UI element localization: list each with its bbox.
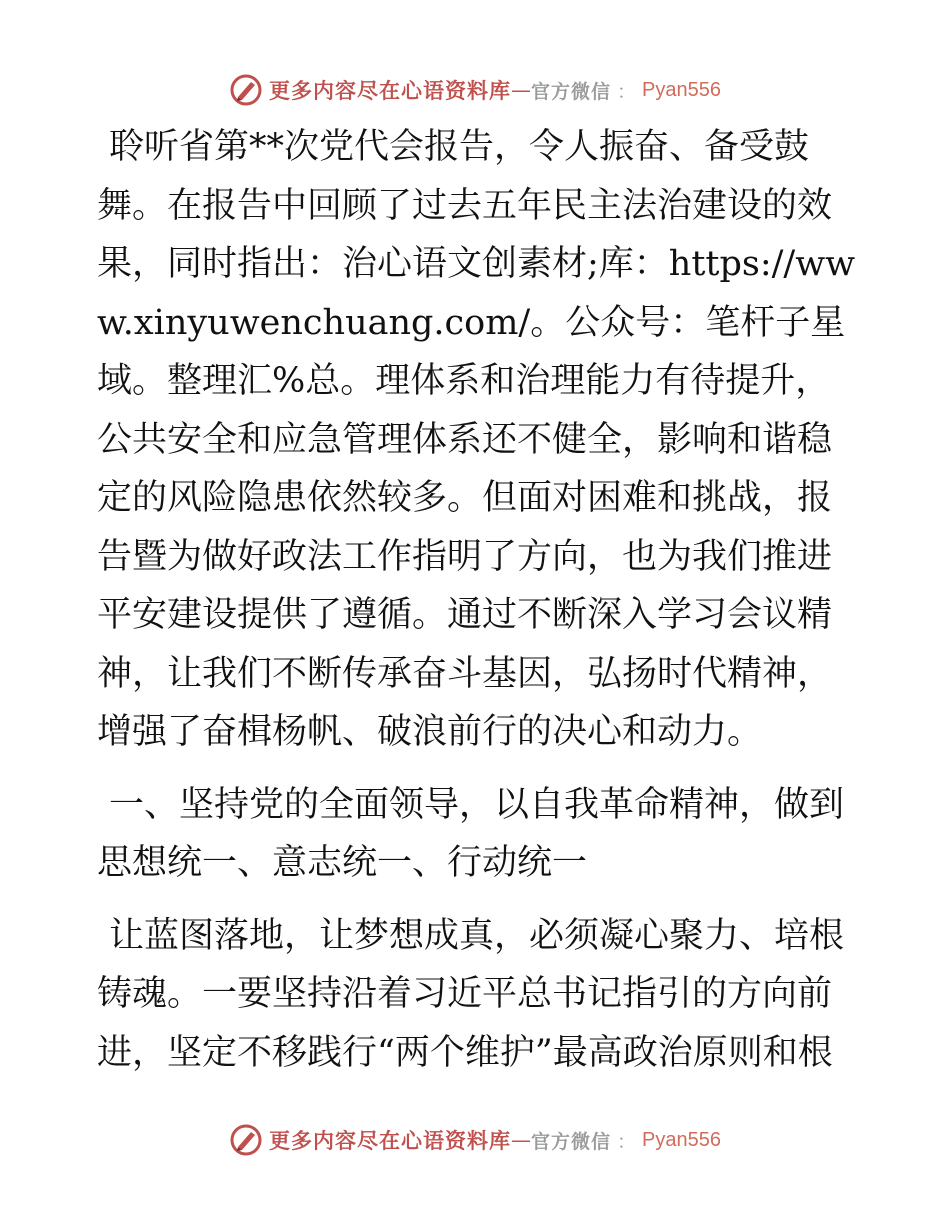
pen-circle-logo-icon <box>229 73 263 107</box>
banner-separator: ： <box>617 80 637 103</box>
footer-banner <box>0 1118 950 1162</box>
paragraph-intro: 聆听省第**次党代会报告，令人振奋、备受鼓舞。在报告中回顾了过去五年民主法治建设的效果，同时指出：治心语文创素材;库：https://www.xinyuwenchuang.com/。公众号：笔杆子星域。整理汇%总。理体系和治理能力有待提升，公共安全和应急管理体系还不健全，影响和谐稳定的风险隐患依然较多。但面对困难和挑战，报告暨为做好政法工作指明了方向，也为我们推进平安建设提供了遵循。通过不断深入学习会议精神，让我们不断传承奋斗基因，弘扬时代精神，增强了奋楫杨帆、破浪前行的决心和动力。 <box>97 127 856 752</box>
banner-contact-label: 官方微信 <box>531 1130 612 1153</box>
header-banner <box>0 68 950 112</box>
banner-account: Pyan556 <box>642 1128 721 1151</box>
paragraph-section-1: 让蓝图落地，让梦想成真，必须凝心聚力、培根铸魂。一要坚持沿着习近平总书记指引的方向前进，坚定不移践行“两个维护”最高政治原则和根 <box>97 915 845 1073</box>
banner-separator: ： <box>617 1130 637 1153</box>
section-heading: 一、坚持党的全面领导，以自我革命精神，做到思想统一、意志统一、行动统一 <box>97 784 845 883</box>
banner-dash: — <box>511 78 531 102</box>
pen-circle-logo-icon <box>229 1123 263 1157</box>
banner-account: Pyan556 <box>642 78 721 101</box>
banner-dash: — <box>511 1128 531 1152</box>
banner-brand-text: 更多内容尽在心语资料库 <box>269 78 511 103</box>
banner-brand-text: 更多内容尽在心语资料库 <box>269 1128 511 1153</box>
banner-contact-label: 官方微信 <box>531 80 612 103</box>
document-body <box>97 118 857 1082</box>
